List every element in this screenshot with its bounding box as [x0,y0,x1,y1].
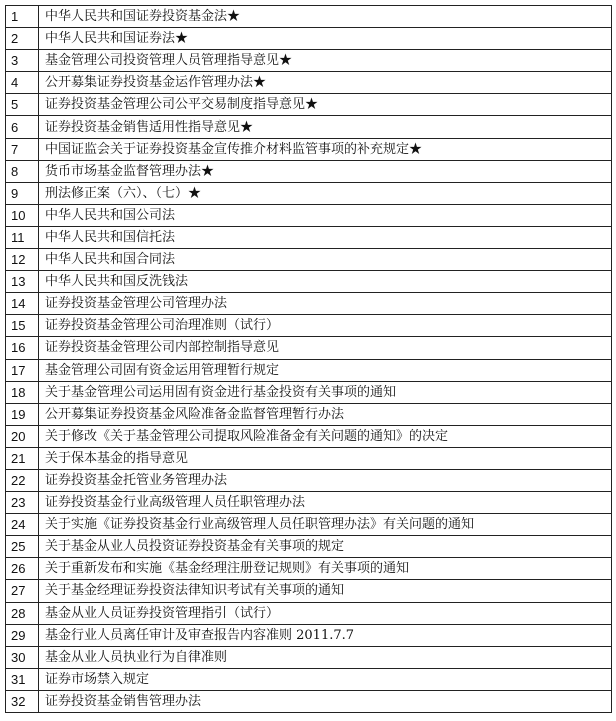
table-row [6,337,612,359]
row-number: 24 [6,514,39,536]
regulation-title: 证券投资基金管理公司公平交易制度指导意见★ [39,94,612,116]
table-row [6,447,612,469]
row-number: 20 [6,425,39,447]
table-row [6,50,612,72]
regulation-title: 证券投资基金销售适用性指导意见★ [39,116,612,138]
regulation-title: 证券投资基金销售管理办法 [39,690,612,712]
table-row [6,6,612,28]
regulation-title: 基金管理公司固有资金运用管理暂行规定 [39,359,612,381]
row-number: 21 [6,447,39,469]
row-number: 18 [6,381,39,403]
table-row [6,72,612,94]
table-row [6,381,612,403]
table-row [6,182,612,204]
row-number: 3 [6,50,39,72]
regulation-title: 证券投资基金管理公司治理准则（试行） [39,315,612,337]
row-number: 27 [6,580,39,602]
regulation-title: 中华人民共和国公司法 [39,204,612,226]
table-row [6,602,612,624]
table-row [6,315,612,337]
row-number: 23 [6,492,39,514]
row-number: 30 [6,646,39,668]
table-row [6,249,612,271]
regulation-title: 中华人民共和国信托法 [39,226,612,248]
row-number: 16 [6,337,39,359]
regulation-list [5,5,612,713]
row-number: 13 [6,271,39,293]
table-row [6,116,612,138]
regulation-title: 关于重新发布和实施《基金经理注册登记规则》有关事项的通知 [39,558,612,580]
row-number: 22 [6,469,39,491]
table-row [6,624,612,646]
table-row [6,558,612,580]
table-row [6,425,612,447]
row-number: 12 [6,249,39,271]
table-row [6,94,612,116]
regulation-title: 公开募集证券投资基金风险准备金监督管理暂行办法 [39,403,612,425]
regulation-title: 基金从业人员执业行为自律准则 [39,646,612,668]
row-number: 19 [6,403,39,425]
regulation-title: 基金行业人员离任审计及审查报告内容准则 2011.7.7 [39,624,612,646]
row-number: 4 [6,72,39,94]
row-number: 9 [6,182,39,204]
table-row [6,28,612,50]
table-row [6,668,612,690]
regulation-title: 中华人民共和国证券投资基金法★ [39,6,612,28]
row-number: 10 [6,204,39,226]
regulation-title: 中国证监会关于证券投资基金宣传推介材料监管事项的补充规定★ [39,138,612,160]
table-row [6,403,612,425]
regulation-title: 中华人民共和国合同法 [39,249,612,271]
regulation-title: 证券市场禁入规定 [39,668,612,690]
regulation-title: 关于基金从业人员投资证券投资基金有关事项的规定 [39,536,612,558]
regulation-title: 关于实施《证券投资基金行业高级管理人员任职管理办法》有关问题的通知 [39,514,612,536]
table-row [6,492,612,514]
row-number: 14 [6,293,39,315]
regulation-title: 关于保本基金的指导意见 [39,447,612,469]
table-row [6,204,612,226]
row-number: 17 [6,359,39,381]
regulation-title: 证券投资基金托管业务管理办法 [39,469,612,491]
regulation-title: 证券投资基金行业高级管理人员任职管理办法 [39,492,612,514]
row-number: 32 [6,690,39,712]
regulation-title: 刑法修正案（六）、（七）★ [39,182,612,204]
row-number: 31 [6,668,39,690]
row-number: 26 [6,558,39,580]
row-number: 2 [6,28,39,50]
regulation-title: 关于基金管理公司运用固有资金进行基金投资有关事项的通知 [39,381,612,403]
table-row [6,226,612,248]
table-row [6,160,612,182]
regulation-title: 中华人民共和国证券法★ [39,28,612,50]
regulation-title: 关于修改《关于基金管理公司提取风险准备金有关问题的通知》的决定 [39,425,612,447]
row-number: 25 [6,536,39,558]
regulation-title: 货币市场基金监督管理办法★ [39,160,612,182]
row-number: 28 [6,602,39,624]
row-number: 29 [6,624,39,646]
table-row [6,580,612,602]
regulation-title: 证券投资基金管理公司管理办法 [39,293,612,315]
regulation-title: 基金从业人员证券投资管理指引（试行） [39,602,612,624]
table-row [6,359,612,381]
regulation-table [5,5,612,713]
table-row [6,536,612,558]
table-row [6,514,612,536]
regulation-title: 公开募集证券投资基金运作管理办法★ [39,72,612,94]
row-number: 15 [6,315,39,337]
table-row [6,293,612,315]
table-row [6,469,612,491]
row-number: 1 [6,6,39,28]
table-row [6,646,612,668]
table-row [6,690,612,712]
regulation-table-body [6,6,612,713]
row-number: 7 [6,138,39,160]
regulation-title: 中华人民共和国反洗钱法 [39,271,612,293]
row-number: 5 [6,94,39,116]
regulation-title: 证券投资基金管理公司内部控制指导意见 [39,337,612,359]
regulation-title: 基金管理公司投资管理人员管理指导意见★ [39,50,612,72]
row-number: 8 [6,160,39,182]
table-row [6,271,612,293]
table-row [6,138,612,160]
regulation-title: 关于基金经理证券投资法律知识考试有关事项的通知 [39,580,612,602]
row-number: 11 [6,226,39,248]
row-number: 6 [6,116,39,138]
